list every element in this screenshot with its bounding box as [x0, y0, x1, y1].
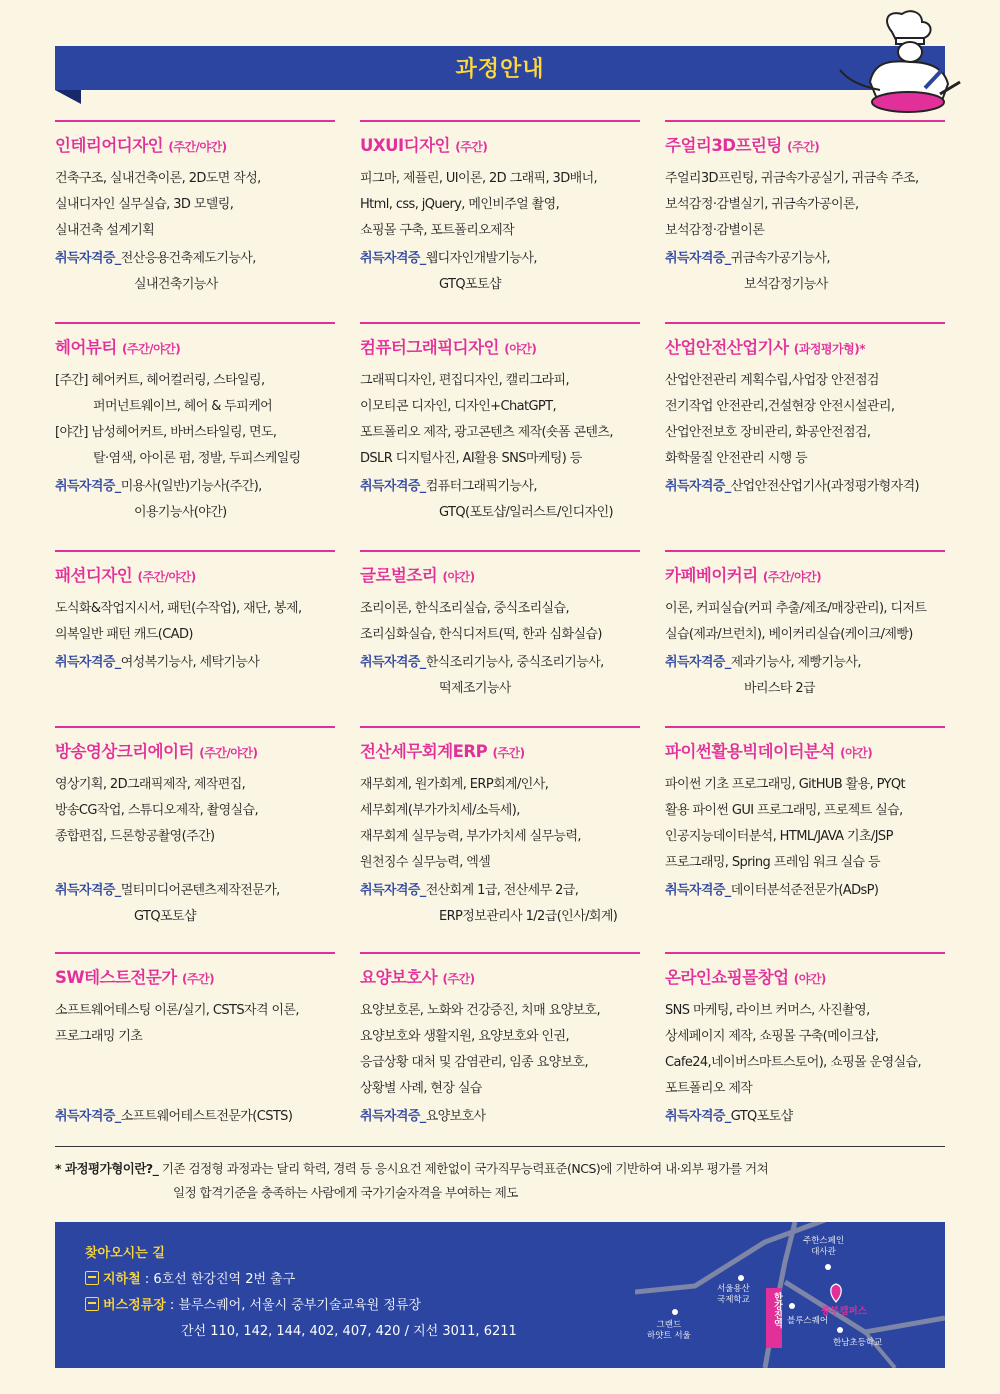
cert-value: 데이터분석준전문가(ADsP) — [730, 883, 879, 898]
course-name: 패션디자인 — [55, 566, 133, 585]
course-card — [360, 120, 640, 298]
cert-label: 취득자격증_ — [55, 883, 121, 898]
course-title — [360, 738, 640, 762]
course-title — [360, 964, 640, 988]
course-card — [55, 322, 335, 526]
cert-value: 여성복기능사, 세탁기능사 — [120, 655, 260, 670]
bus-info — [85, 1294, 421, 1313]
directions-title: 찾아오시는 길 — [85, 1246, 165, 1261]
desc-line: 종합편집, 드론항공촬영(주간) — [55, 829, 215, 844]
desc-line: 그래픽디자인, 편집디자인, 캘리그라피, — [360, 373, 569, 388]
banner-fold — [55, 90, 81, 104]
course-title — [665, 132, 945, 156]
cert-block — [665, 246, 945, 298]
map-label-bluesquare: 블루스퀘어 — [787, 1316, 829, 1326]
desc-line: 도식화&작업지시서, 패턴(수작업), 재단, 봉제, — [55, 601, 302, 616]
location-map — [635, 1222, 945, 1368]
cert-label: 취득자격증_ — [665, 479, 731, 494]
cert-value: 바리스타 2급 — [744, 681, 815, 696]
cert-value: 실내건축기능사 — [134, 277, 218, 292]
cert-value: 귀금속가공기능사, — [730, 251, 830, 266]
course-title — [665, 562, 945, 586]
map-label-station: 한강진역 — [772, 1292, 782, 1328]
course-title — [665, 738, 945, 762]
desc-line: 퍼머넌트웨이브, 헤어 & 두피케어 — [93, 399, 273, 414]
desc-spacer — [55, 1050, 335, 1102]
footnote — [55, 1146, 945, 1205]
desc-line: 피그마, 제플린, UI이론, 2D 그래픽, 3D배너, — [360, 171, 598, 186]
desc-line: 보석감정·감별이론 — [665, 223, 765, 238]
cert-value: ERP정보관리사 1/2급(인사/회계) — [439, 909, 618, 924]
directions-panel — [55, 1222, 945, 1368]
course-desc — [55, 998, 335, 1102]
cert-block — [665, 474, 945, 500]
desc-line: 상세페이지 제작, 쇼핑몰 구축(메이크샵, — [665, 1029, 879, 1044]
desc-line: 쇼핑몰 구축, 포트폴리오제작 — [360, 223, 515, 238]
bus-text: : 블루스퀘어, 서울시 중부기술교육원 정류장 — [165, 1298, 422, 1313]
desc-line: 포트폴리오 제작, 광고콘텐츠 제작(숏폼 콘텐츠, — [360, 425, 613, 440]
cert-value: GTQ포토샵 — [730, 1109, 793, 1124]
cert-block — [360, 1104, 640, 1130]
course-title — [55, 738, 335, 762]
map-label-campus: 중부캠퍼스 — [821, 1306, 867, 1317]
desc-line: 포트폴리오 제작 — [665, 1081, 753, 1096]
cert-value: 웹디자인개발기능사, — [425, 251, 537, 266]
desc-line: Html, css, jQuery, 메인비주얼 촬영, — [360, 197, 560, 212]
course-desc — [55, 166, 335, 244]
desc-line: 상황별 사례, 현장 실습 — [360, 1081, 482, 1096]
cert-value: 전산회계 1급, 전산세무 2급, — [425, 883, 579, 898]
course-title — [360, 132, 640, 156]
course-card — [360, 550, 640, 702]
course-name: 전산세무회계ERP — [360, 742, 488, 761]
desc-line: 실내건축 설계기획 — [55, 223, 155, 238]
cert-block — [55, 246, 335, 298]
desc-line: 원천징수 실무능력, 엑셀 — [360, 855, 491, 870]
desc-line: 활용 파이썬 GUI 프로그래밍, 프로젝트 실습, — [665, 803, 903, 818]
cert-value: GTQ(포토샵/일러스트/인디자인) — [439, 505, 614, 520]
cert-label: 취득자격증_ — [55, 655, 121, 670]
course-card — [360, 726, 640, 930]
footnote-text: 일정 합격기준을 충족하는 사람에게 국가기술자격을 부여하는 제도 — [173, 1185, 518, 1200]
title-banner — [55, 46, 945, 90]
course-name: 파이썬활용빅데이터분석 — [665, 742, 835, 761]
course-schedule: (야간) — [793, 972, 826, 986]
course-desc — [360, 368, 640, 472]
cert-value: 보석감정기능사 — [744, 277, 828, 292]
course-schedule: (주간/야간) — [762, 570, 822, 584]
cert-label: 취득자격증_ — [55, 1109, 121, 1124]
course-title — [55, 334, 335, 358]
course-name: 온라인쇼핑몰창업 — [665, 968, 789, 987]
footnote-text: 기존 검정형 과정과는 달리 학력, 경력 등 응시요건 제한없이 국가직무능력표준(NCS)에 기반하여 내·외부 평가를 거쳐 — [161, 1161, 769, 1176]
course-name: 요양보호사 — [360, 968, 438, 987]
cert-value: 산업안전산업기사(과정평가형자격) — [730, 479, 920, 494]
desc-line: 응급상황 대처 및 감염관리, 임종 요양보호, — [360, 1055, 589, 1070]
course-card — [665, 322, 945, 500]
desc-spacer — [55, 850, 335, 876]
map-label-yongsan-school: 서울용산 국제학교 — [717, 1284, 750, 1305]
course-desc — [665, 998, 945, 1102]
desc-line: 프로그래밍, Spring 프레임 워크 실습 등 — [665, 855, 881, 870]
course-name: 방송영상크리에이터 — [55, 742, 194, 761]
course-card — [55, 952, 335, 1130]
map-label-spain-embassy: 주한스페인 대사관 — [803, 1236, 845, 1257]
desc-line: 이론, 커피실습(커피 추출/제조/매장관리), 디저트 — [665, 601, 927, 616]
cert-value: 제과기능사, 제빵기능사, — [730, 655, 861, 670]
course-name: 컴퓨터그래픽디자인 — [360, 338, 499, 357]
desc-line: 화학물질 안전관리 시행 등 — [665, 451, 808, 466]
course-schedule: (주간/야간) — [137, 570, 196, 584]
desc-line: 조리심화실습, 한식디저트(떡, 한과 심화실습) — [360, 627, 602, 642]
course-card — [665, 120, 945, 298]
cert-block — [55, 474, 335, 526]
cert-block — [360, 474, 640, 526]
course-desc — [360, 596, 640, 648]
course-desc — [55, 368, 335, 472]
course-schedule: (주간) — [181, 972, 215, 986]
cert-value: 소프트웨어테스트전문가(CSTS) — [120, 1109, 293, 1124]
course-card — [665, 550, 945, 702]
course-card — [665, 952, 945, 1130]
desc-line: 주얼리3D프린팅, 귀금속가공실기, 귀금속 주조, — [665, 171, 919, 186]
course-title — [665, 964, 945, 988]
course-desc — [360, 998, 640, 1102]
course-card — [360, 322, 640, 526]
course-name: 헤어뷰티 — [55, 338, 117, 357]
course-name: 글로벌조리 — [360, 566, 438, 585]
course-schedule: (야간) — [442, 570, 475, 584]
cert-label: 취득자격증_ — [55, 251, 121, 266]
course-schedule: (주간/야간) — [122, 342, 181, 356]
cert-block — [360, 650, 640, 702]
cert-block — [665, 1104, 945, 1130]
course-schedule: (주간) — [455, 140, 488, 154]
course-name: 산업안전산업기사 — [665, 338, 789, 357]
course-schedule: (주간) — [787, 140, 820, 154]
cert-label: 취득자격증_ — [360, 251, 426, 266]
cert-value: 전산응용건축제도기능사, — [120, 251, 256, 266]
subway-icon — [85, 1271, 99, 1285]
chef-illustration — [830, 10, 970, 122]
desc-line: 이모티콘 디자인, 디자인+ChatGPT, — [360, 399, 557, 414]
course-title — [55, 964, 335, 988]
course-schedule: (과정평가형)* — [793, 342, 865, 356]
course-schedule: (주간) — [442, 972, 475, 986]
course-card — [665, 726, 945, 904]
desc-line: 산업안전관리 계획수립,사업장 안전점검 — [665, 373, 879, 388]
course-name: UXUI디자인 — [360, 136, 450, 155]
cert-label: 취득자격증_ — [665, 1109, 731, 1124]
desc-line: 재무회계 실무능력, 부가가치세 실무능력, — [360, 829, 581, 844]
desc-line: 실습(제과/브런치), 베이커리실습(케이크/제빵) — [665, 627, 913, 642]
desc-line: Cafe24,네이버스마트스토어), 쇼핑몰 운영실습, — [665, 1055, 922, 1070]
cert-block — [665, 650, 945, 702]
map-label-grand-hyatt: 그랜드 하얏트 서울 — [647, 1320, 691, 1341]
desc-line: 프로그래밍 기초 — [55, 1029, 143, 1044]
course-schedule: (주간) — [492, 746, 525, 760]
course-name: SW테스트전문가 — [55, 968, 177, 987]
desc-line: 인공지능데이터분석, HTML/JAVA 기초/JSP — [665, 829, 893, 844]
cert-value: 떡제조기능사 — [439, 681, 511, 696]
banner-title: 과정안내 — [455, 57, 545, 82]
course-card — [55, 550, 335, 676]
cert-block — [360, 246, 640, 298]
course-schedule: (야간) — [840, 746, 873, 760]
desc-line: 재무회계, 원가회계, ERP회계/인사, — [360, 777, 549, 792]
bus-lines: 간선 110, 142, 144, 402, 407, 420 / 지선 3011, 6211 — [181, 1324, 517, 1339]
desc-line: 요양보호와 생활지원, 요양보호와 인권, — [360, 1029, 569, 1044]
cert-label: 취득자격증_ — [360, 883, 426, 898]
map-label-hannam-school: 한남초등학교 — [833, 1338, 883, 1348]
desc-line: [야간] 남성헤어커트, 바버스타일링, 면도, — [55, 425, 277, 440]
course-desc — [665, 772, 945, 876]
cert-block — [360, 878, 640, 930]
cert-value: 컴퓨터그래픽기능사, — [425, 479, 537, 494]
cert-label: 취득자격증_ — [360, 479, 426, 494]
desc-line: 요양보호론, 노화와 건강증진, 치매 요양보호, — [360, 1003, 600, 1018]
course-desc — [665, 166, 945, 244]
course-name: 주얼리3D프린팅 — [665, 136, 782, 155]
subway-text: : 6호선 한강진역 2번 출구 — [140, 1272, 296, 1287]
course-title — [55, 562, 335, 586]
cert-block — [55, 1104, 335, 1130]
course-title — [360, 334, 640, 358]
course-card — [360, 952, 640, 1130]
desc-line: 보석감정·감별실기, 귀금속가공이론, — [665, 197, 859, 212]
map-roads — [635, 1222, 945, 1368]
cert-label: 취득자격증_ — [360, 1109, 426, 1124]
cert-value: 미용사(일반)기능사(주간), — [120, 479, 262, 494]
desc-line: 영상기획, 2D그래픽제작, 제작편집, — [55, 777, 246, 792]
cert-label: 취득자격증_ — [360, 655, 426, 670]
course-schedule: (주간/야간) — [168, 140, 227, 154]
desc-line: SNS 마케팅, 라이브 커머스, 사진촬영, — [665, 1003, 870, 1018]
course-title — [360, 562, 640, 586]
cert-label: 취득자격증_ — [665, 655, 731, 670]
desc-line: 소프트웨어테스팅 이론/실기, CSTS자격 이론, — [55, 1003, 299, 1018]
desc-line: 실내디자인 실무실습, 3D 모델링, — [55, 197, 234, 212]
course-card — [55, 726, 335, 930]
bus-icon — [85, 1297, 99, 1311]
desc-line: 건축구조, 실내건축이론, 2D도면 작성, — [55, 171, 261, 186]
course-card — [55, 120, 335, 298]
desc-line: 방송CG작업, 스튜디오제작, 촬영실습, — [55, 803, 259, 818]
course-desc — [360, 166, 640, 244]
cert-label: 취득자격증_ — [665, 251, 731, 266]
course-desc — [360, 772, 640, 876]
desc-line: [주간] 헤어커트, 헤어컬러링, 스타일링, — [55, 373, 265, 388]
cert-value: GTQ포토샵 — [439, 277, 501, 292]
course-name: 인테리어디자인 — [55, 136, 164, 155]
cert-label: 취득자격증_ — [665, 883, 731, 898]
course-desc — [665, 368, 945, 472]
course-name: 카페베이커리 — [665, 566, 758, 585]
subway-info — [85, 1268, 295, 1287]
cert-label: 취득자격증_ — [55, 479, 121, 494]
desc-line: DSLR 디지털사진, AI활용 SNS마케팅) 등 — [360, 451, 582, 466]
cert-value: 이용기능사(야간) — [134, 505, 227, 520]
cert-block — [55, 878, 335, 930]
subway-label: 지하철 — [103, 1272, 141, 1287]
course-schedule: (야간) — [504, 342, 537, 356]
desc-line: 세무회계(부가가치세/소득세), — [360, 803, 520, 818]
cert-block — [55, 650, 335, 676]
desc-line: 의복일반 패턴 캐드(CAD) — [55, 627, 193, 642]
desc-line: 파이썬 기초 프로그래밍, GitHUB 활용, PYQt — [665, 777, 906, 792]
bus-label: 버스정류장 — [103, 1298, 166, 1313]
desc-line: 조리이론, 한식조리실습, 중식조리실습, — [360, 601, 569, 616]
cert-value: 요양보호사 — [425, 1109, 486, 1124]
course-schedule: (주간/야간) — [199, 746, 258, 760]
course-desc — [665, 596, 945, 648]
desc-line: 전기작업 안전관리,건설현장 안전시설관리, — [665, 399, 895, 414]
desc-line: 산업안전보호 장비관리, 화공안전점검, — [665, 425, 871, 440]
desc-line: 탈·염색, 아이론 펌, 정발, 두피스케일링 — [93, 451, 301, 466]
cert-block — [665, 878, 945, 904]
course-title — [665, 334, 945, 358]
cert-value: GTQ포토샵 — [134, 909, 196, 924]
cert-value: 한식조리기능사, 중식조리기능사, — [425, 655, 604, 670]
cert-value: 멀티미디어콘텐츠제작전문가, — [120, 883, 280, 898]
course-desc — [55, 772, 335, 876]
course-desc — [55, 596, 335, 648]
course-title — [55, 132, 335, 156]
footnote-label: * 과정평가형이란?_ — [55, 1161, 159, 1176]
